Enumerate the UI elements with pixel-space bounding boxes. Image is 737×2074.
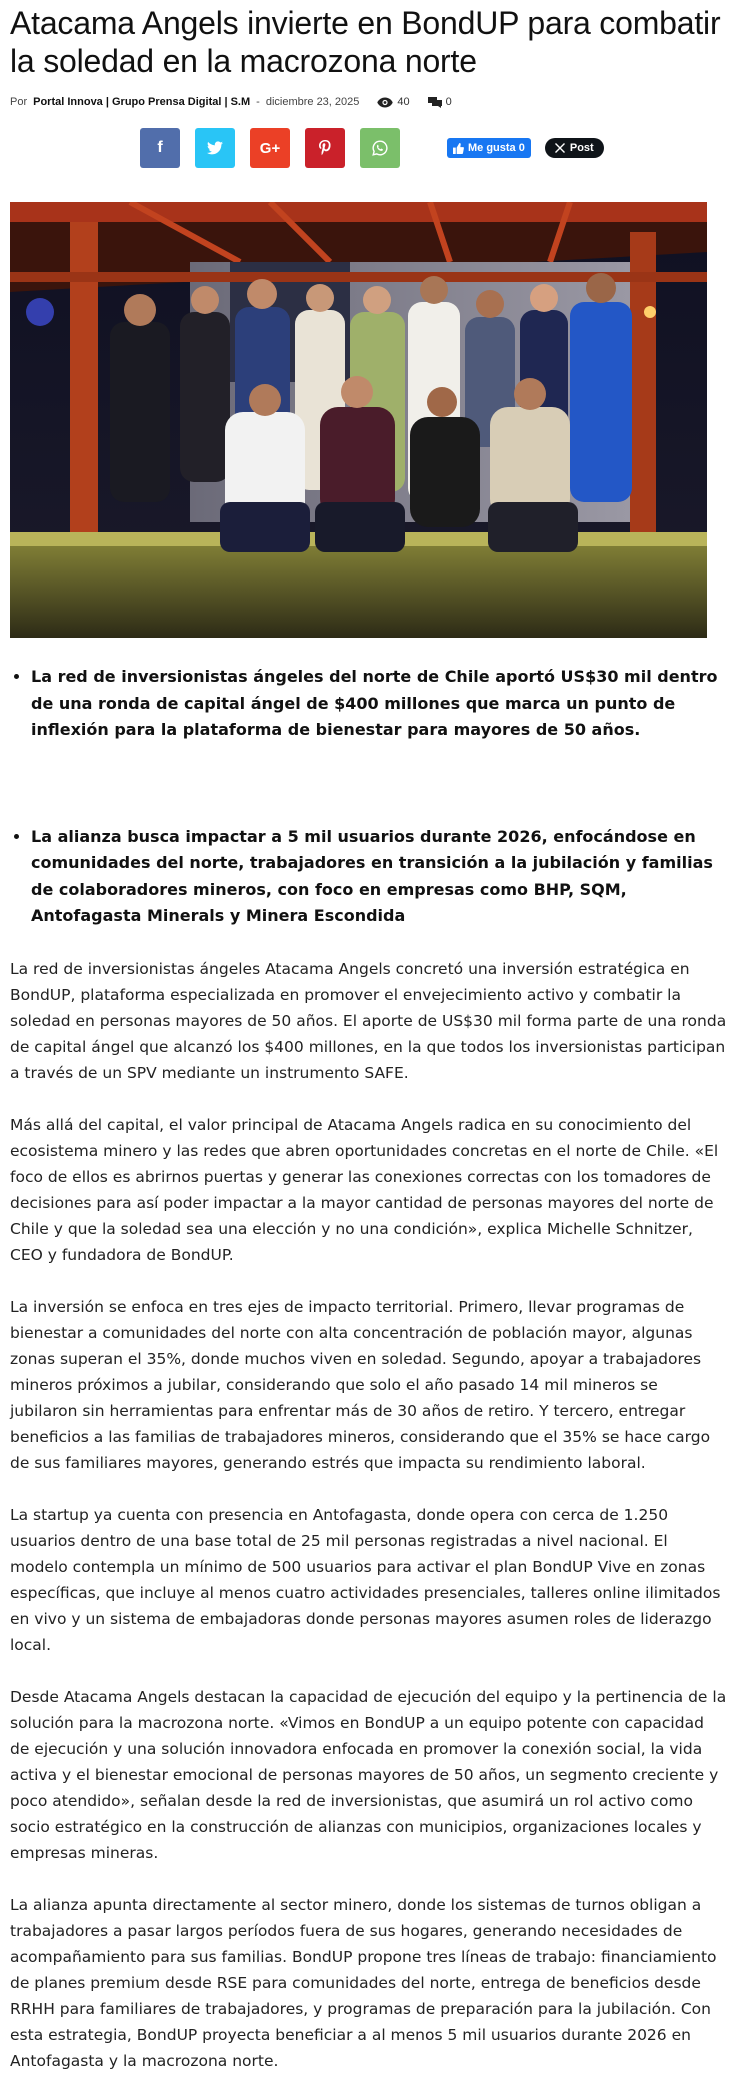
google-plus-icon: G+ (259, 139, 281, 157)
comments-value: 0 (445, 96, 452, 108)
article-photo (10, 202, 707, 638)
post-label: Post (569, 142, 594, 154)
meta-separator: - (256, 96, 260, 108)
twitter-share-button[interactable] (195, 128, 235, 168)
thumbs-up-icon (453, 143, 464, 154)
views-count (377, 96, 409, 108)
author-link[interactable]: Portal Innova | Grupo Prensa Digital | S.M (33, 96, 251, 108)
pinterest-icon (319, 140, 331, 156)
by-prefix: Por (10, 96, 28, 108)
body-paragraph: La red de inversionistas ángeles Atacama Angels concretó una inversión estratégica en BondUP, plataforma especializada en promover el envejecimiento activo y combatir la soledad en personas mayores de 50 años. El aporte de US$30 mil forma parte de una ronda de capital ángel que alcanzó los $400 millones, en la que todos los inversionistas participan a través de un SPV mediante un instrumento SAFE. (10, 959, 727, 1082)
comments-link[interactable] (428, 96, 452, 108)
views-value: 40 (397, 96, 410, 108)
pinterest-share-button[interactable] (305, 128, 345, 168)
share-bar (10, 128, 727, 168)
x-post-button[interactable] (545, 138, 604, 158)
like-label: Me gusta 0 (468, 142, 525, 154)
body-paragraph: Más allá del capital, el valor principal de Atacama Angels radica en su conocimiento del ecosistema minero y las redes que abren oportunidades concretas en el norte de Chile. «El foco de ellos es abrirnos puertas y generar las conexiones correctas con los tomadores de decisiones para así poder impactar a la mayor cantidad de personas mayores del norte de Chile y que la soledad sea una elección y no una condición», explica Michelle Schnitzer, CEO y fundadora de BondUP. (10, 1115, 719, 1264)
whatsapp-icon (372, 140, 388, 156)
whatsapp-share-button[interactable] (360, 128, 400, 168)
body-paragraph: La startup ya cuenta con presencia en Antofagasta, donde opera con cerca de 1.250 usuarios dentro de una base total de 25 mil personas registradas a nivel nacional. El modelo contempla un mínimo de 500 usuarios para activar el plan BondUP Vive en zonas específicas, que incluye al menos cuatro actividades presenciales, talleres online ilimitados en vivo y un sistema de embajadoras donde personas mayores asumen roles de liderazgo local. (10, 1505, 721, 1654)
article-body (10, 956, 727, 2074)
x-logo-icon (555, 143, 565, 153)
article-title: Atacama Angels invierte en BondUP para combatir la soledad en la macrozona norte (10, 5, 721, 79)
article-highlights (10, 664, 727, 930)
highlight-item: • La alianza busca impactar a 5 mil usuarios durante 2026, enfocándose en comunidades del norte, trabajadores en transición a la jubilación y familias de colaboradores mineros, con foco en empresas como BHP, SQM, Antofagasta Minerals y Minera Escondida (31, 824, 727, 930)
publish-date: diciembre 23, 2025 (265, 96, 360, 108)
article-page (0, 4, 737, 2074)
google-plus-share-button[interactable] (250, 128, 290, 168)
body-paragraph: La inversión se enfoca en tres ejes de impacto territorial. Primero, llevar programas de bienestar a comunidades del norte con alta concentración de población mayor, algunas zonas superan el 35%, donde muchos viven en soledad. Segundo, apoyar a trabajadores mineros próximos a jubilar, considerando que solo el año pasado 14 mil mineros se jubilaron sin herramientas para enfrentar más de 30 años de retiro. Y tercero, entregar beneficios a las familias de trabajadores mineros, considerando que el 35% se hace cargo de sus familiares mayores, generando estrés que impacta su rendimiento laboral. (10, 1297, 711, 1472)
body-paragraph: Desde Atacama Angels destacan la capacidad de ejecución del equipo y la pertinencia de la solución para la macrozona norte. «Vimos en BondUP a un equipo potente con capacidad de ejecución y una solución innovadora enfocada en promover la conexión social, la vida activa y el bienestar emocional de personas mayores de 50 años, un segmento creciente y poco atendido», señalan desde la red de inversionistas, que asumirá un rol activo como socio estratégico en la construcción de alianzas con municipios, organizaciones locales y empresas mineras. (10, 1687, 727, 1862)
facebook-like-button[interactable] (447, 138, 531, 158)
facebook-share-button[interactable] (140, 128, 180, 168)
highlight-item: • La red de inversionistas ángeles del norte de Chile aportó US$30 mil dentro de una ronda de capital ángel de $400 millones que marca un punto de inflexión para la plataforma de bienestar para mayores de 50 años. (31, 664, 727, 744)
facebook-icon: f (157, 139, 163, 156)
body-paragraph: La alianza apunta directamente al sector minero, donde los sistemas de turnos obligan a trabajadores a pasar largos períodos fuera de sus hogares, generando necesidades de acompañamiento para sus familias. BondUP propone tres líneas de trabajo: financiamiento de planes premium desde RSE para comunidades del norte, entrega de beneficios desde RRHH para familiares de trabajadores, y programas de preparación para la jubilación. Con esta estrategia, BondUP proyecta beneficiar a al menos 5 mil usuarios durante 2026 en Antofagasta y la macrozona norte. (10, 1895, 717, 2070)
article-meta (10, 94, 727, 110)
comment-icon (428, 97, 442, 108)
twitter-icon (207, 141, 223, 155)
eye-icon (377, 97, 393, 108)
